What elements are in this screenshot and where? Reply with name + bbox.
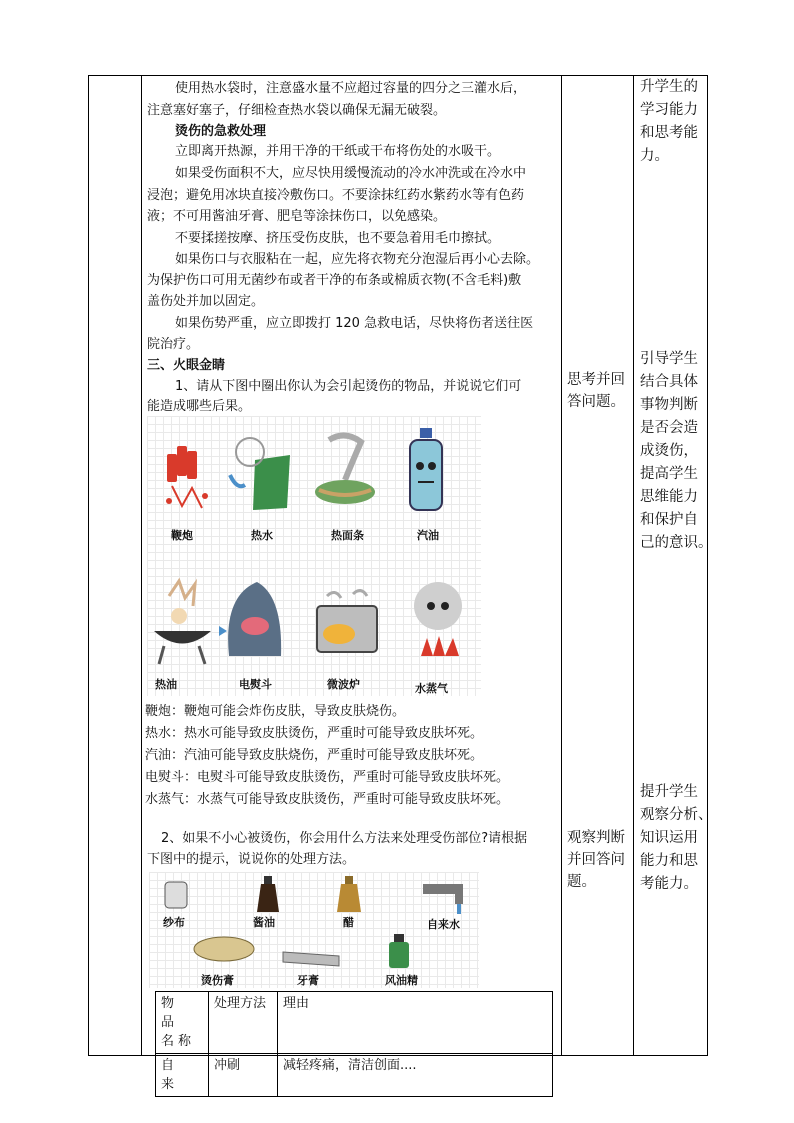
wind-oil-essence-icon [385,932,413,970]
soy-sauce-icon [253,874,283,914]
section-heading: 三、火眼金睛 [147,358,226,373]
answer-line: 汽油：汽油可能导致皮肤烧伤，严重时可能导致皮肤坏死。 [145,748,484,763]
picture-label: 微波炉 [327,678,360,691]
burn-ointment-icon [189,932,259,966]
firecracker-icon [157,426,217,516]
design-intent: 能力和思 [640,853,698,869]
design-intent: 和保护自 [640,512,698,528]
picture-label: 鞭炮 [171,529,193,542]
picture-label: 自来水 [427,918,460,931]
steam-icon [403,576,473,666]
paragraph: 浸泡；避免用冰块直接冷敷伤口。不要涂抹红药水紫药水等有色药 [147,188,525,203]
lesson-table [88,75,713,1092]
question-1: 能造成哪些后果。 [147,399,252,414]
picture-label: 热面条 [331,529,364,542]
paragraph: 盖伤处并加以固定。 [147,294,265,309]
answer-line: 电熨斗：电熨斗可能导致皮肤烫伤，严重时可能导致皮肤坏死。 [145,770,510,785]
gauze-icon [161,878,191,912]
hot-water-icon [225,430,295,510]
design-intent: 己的意识。 [640,535,713,551]
picture-label: 电熨斗 [239,678,272,691]
vinegar-icon [333,874,365,914]
paragraph: 液；不可用酱油牙膏、肥皂等涂抹伤口，以免感染。 [147,209,447,224]
design-intent: 学习能力 [640,102,698,118]
answer-line: 鞭炮：鞭炮可能会炸伤皮肤，导致皮肤烧伤。 [145,704,406,719]
remedy-picture-panel [149,872,479,988]
paragraph: 立即离开热源，并用干净的干纸或干布将伤处的水吸干。 [175,144,501,159]
student-activity: 题。 [567,874,596,890]
paragraph: 如果伤口与衣服粘在一起，应先将衣物充分泡湿后再小心去除。 [175,252,540,267]
design-intent: 事物判断 [640,397,698,413]
picture-label: 醋 [343,916,354,929]
picture-label: 烫伤膏 [201,974,234,987]
hot-oil-icon [149,576,215,666]
hazard-picture-panel [147,416,481,696]
design-intent: 考能力。 [640,876,698,892]
student-activity: 答问题。 [567,394,625,410]
paragraph: 为保护伤口可用无菌纱布或者干净的布条或棉质衣物(不含毛料)敷 [147,273,522,288]
table-header: 理由 [278,992,553,1054]
design-intent: 提升学生 [640,784,698,800]
paragraph: 使用热水袋时，注意盛水量不应超过容量的四分之三灌水后， [175,81,527,96]
picture-label: 纱布 [163,916,185,929]
table-header: 处理方法 [209,992,278,1054]
heading-first-aid: 烫伤的急救处理 [175,124,267,139]
table-cell: 自 来 [156,1054,209,1097]
microwave-icon [307,586,387,666]
picture-label: 酱油 [253,916,275,929]
design-intent: 观察分析、 [640,807,713,823]
table-cell: 冲刷 [209,1054,278,1097]
student-activity: 并回答问 [567,852,625,868]
table-cell: 减轻疼痛，清洁创面.... [278,1054,553,1097]
paragraph: 院治疗。 [147,337,200,352]
design-intent: 思维能力 [640,489,698,505]
picture-label: 水蒸气 [415,682,448,695]
column-divider [141,76,142,1055]
design-intent: 和思考能 [640,125,698,141]
gasoline-bottle-icon [402,426,452,514]
picture-label: 热水 [251,529,273,542]
iron-icon [217,576,289,664]
table-header: 物 品 名称 [156,992,209,1054]
design-intent: 提高学生 [640,466,698,482]
picture-label: 汽油 [417,529,439,542]
question-2: 下图中的提示，说说你的处理方法。 [147,852,356,867]
paragraph: 如果受伤面积不大，应尽快用缓慢流动的冷水冲洗或在冷水中 [175,166,527,181]
student-activity: 思考并回 [567,372,625,388]
picture-label: 热油 [155,678,177,691]
question-1: 1、请从下图中圈出你认为会引起烫伤的物品，并说说它们可 [175,379,522,394]
answer-line: 水蒸气：水蒸气可能导致皮肤烫伤，严重时可能导致皮肤坏死。 [145,792,510,807]
toothpaste-icon [279,944,349,968]
picture-label: 牙膏 [297,974,319,987]
paragraph: 不要揉搓按摩、挤压受伤皮肤，也不要急着用毛巾擦拭。 [175,231,501,246]
design-intent: 成烫伤， [640,443,698,459]
tap-water-icon [415,874,475,914]
design-intent: 是否会造 [640,420,698,436]
paragraph: 注意塞好塞子，仔细检查热水袋以确保无漏无破裂。 [147,103,447,118]
picture-label: 风油精 [385,974,418,987]
design-intent: 升学生的 [640,79,698,95]
hot-noodles-icon [309,430,381,510]
design-intent: 引导学生 [640,351,698,367]
paragraph: 如果伤势严重，应立即拨打 120 急救电话，尽快将伤者送往医 [175,316,534,331]
column-divider [561,76,562,1055]
answer-line: 热水：热水可能导致皮肤烫伤，严重时可能导致皮肤坏死。 [145,726,484,741]
design-intent: 知识运用 [640,830,698,846]
design-intent: 力。 [640,148,669,164]
student-activity: 观察判断 [567,830,625,846]
column-divider [633,76,634,1055]
question-2: 2、如果不小心被烫伤，你会用什么方法来处理受伤部位?请根据 [161,831,528,846]
design-intent: 结合具体 [640,374,698,390]
remedy-table [155,991,553,1097]
